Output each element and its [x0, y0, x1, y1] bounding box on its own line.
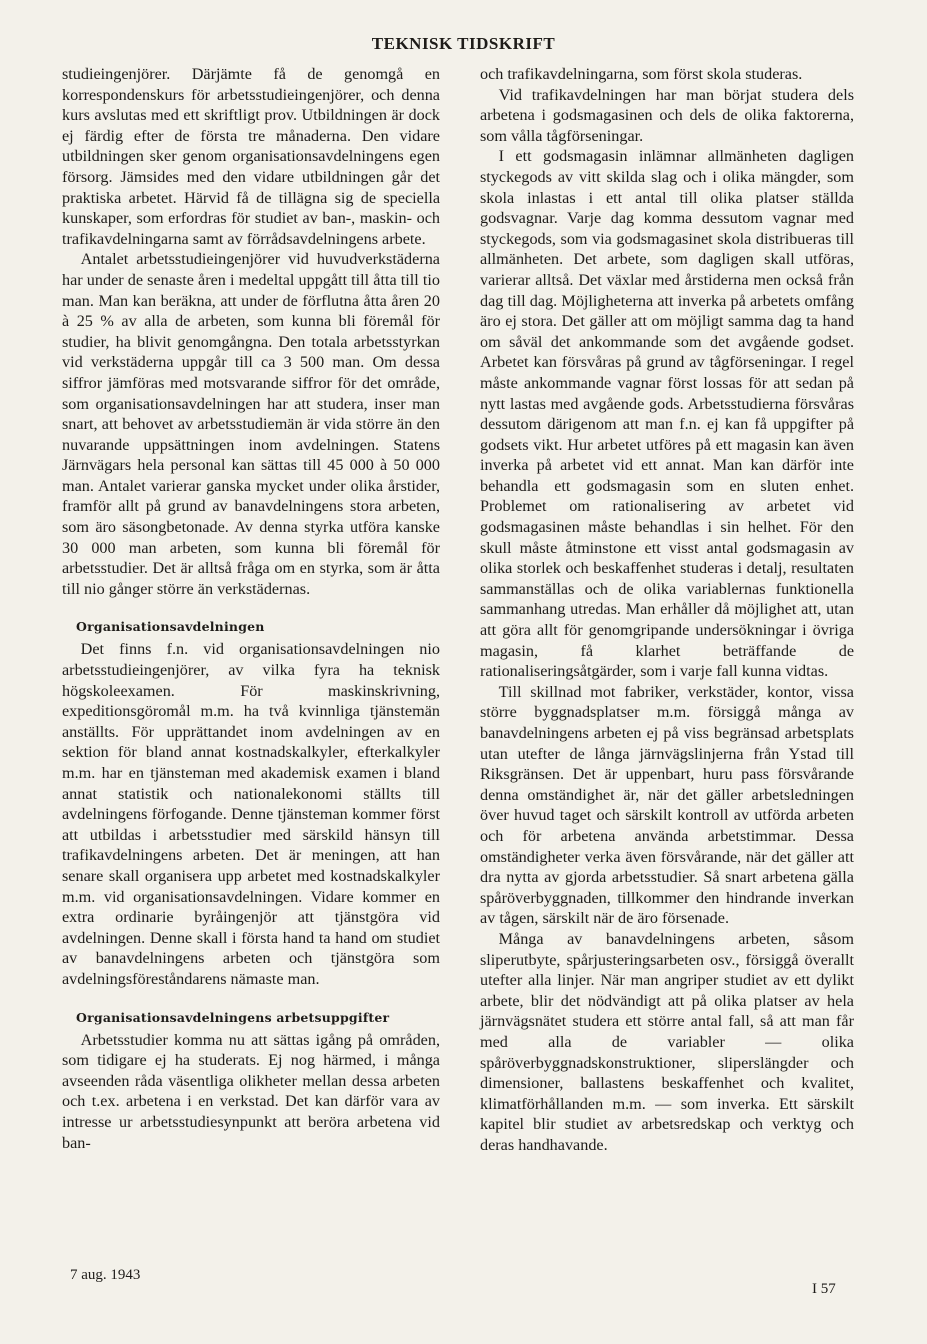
paragraph: studieingenjörer. Därjämte få de genomgå en korrespondenskurs för arbetsstudieingenjörer, och denna kurs avslutas med ett skriftligt prov. Utbildningen är dock ej färdig efter de första tre månaderna. Den vidare utbildningen sker genom organisationsavdelningens egen försorg. Jämsides med den vidare utbildningen går det praktiska arbetet. Härvid få de tillägna sig de speciella kunskaper, som erfordras för studiet av ban-, maskin- och trafikavdelningarna samt av förrådsavdelningens arbete. — [62, 65, 440, 248]
section-heading: Organisationsavdelningen — [76, 619, 265, 635]
paragraph: Det finns f.n. vid organisationsavdelningen nio arbetsstudieingenjörer, av vilka fyra ha teknisk högskoleexamen. För maskinskrivning, expeditionsgöromål m.m. ha två kvinnliga tjänstemän anställts. För upprättandet inom avdelningen av en sektion för bland annat kostnadskalkyler, efterkalkyler m.m. har en tjänsteman med akademisk examen i bland annat statistik och nationalekonomi ställts till avdelningens förfogande. Denne tjänsteman kommer först att utbildas i arbetsstudier med särskild hänsyn till trafikavdelningens arbeten. Det är meningen, att han senare skall organisera upp arbetet med kostnadskalkyler m.m. vid organisationsavdelningen. Vidare kommer en extra ordinarie byråingenjör att tjänstgöra vid avdelningen. Denne skall i första hand ta hand om studiet av banavdelningens arbeten och tjänstgöra som avdelningsföreståndarens nämaste man. — [62, 640, 440, 988]
paragraph: I ett godsmagasin inlämnar allmänheten dagligen styckegods av vitt skilda slag och i olika mängder, som skola inlastas i ett antal till olika platser ställda godsvagnar. Varje dag komma dessutom vagnar med styckegods, som via godsmagasinet skola distribueras till allmänheten. Det arbete, som dagligen skall utföras, varierar alltså. Det växlar med årstiderna men också från dag till dag. Möjligheterna att inverka på arbetets omfång äro ej stora. Det gäller att om möjligt samma dag ta hand om såväl det ankommande som det avgående godset. Arbetet kan försvåras på grund av tågförseningar. I regel måste ankommande vagnar först lossas för att sedan på nytt lastas med avgående gods. Arbetsstudierna försvåras dessutom därigenom att man f.n. ej kan få uppgifter på godsets vikt. Hur arbetet utföres på ett magasin kan även inverka på arbetet vid ett annat. Man kan därför inte behandla ett godsmagasin som en sluten enhet. Problemet om rationalisering av arbetet vid godsmagasinen måste behandlas i sin helhet. För den skull måste åtminstone ett visst antal godsmagasin av olika storlek och beskaffenhet studeras i detalj, resultaten sammanställas och de olika variablernas funktionella sammanhang utredas. Man erhåller då möjlighet att, utan att göra allt för genomgripande undersökningar i övriga magasin, få klarhet beträffande de rationaliseringsåtgärder, som i varje fall kunna vidtas. — [480, 147, 854, 681]
paragraph: Arbetsstudier komma nu att sättas igång på områden, som tidigare ej ha studerats. Ej nog härmed, i många avseenden råda väsentliga olikheter mellan dessa arbeten och t.ex. arbetena i en verkstad. Det kan därför vara av intresse ur arbetsstudiesynpunkt att beröra arbetena vid ban- — [62, 1030, 440, 1152]
paragraph: Till skillnad mot fabriker, verkstäder, kontor, vissa större byggnadsplatser m.m. försiggå många av banavdelningens arbeten ej på viss begränsad arbetsplats utan utefter de långa järnvägslinjerna från Ystad till Riksgränsen. Det är uppenbart, huru pass försvårande denna omständighet är, när det gäller arbetsledningen över huvud taget och särskilt kontroll av utförda arbeten och för arbetena använda arbetstimmar. Dessa omständigheter verka även försvårande, när det gäller att dra nytta av gjorda arbetsstudier. Så snart arbetena gälla spåröverbyggnaden, tillkommer den hindrande inverkan av tågen, särskilt när de äro försenade. — [480, 682, 854, 928]
section-heading: Organisationsavdelningens arbetsuppgifter — [76, 1009, 390, 1025]
page-number: I 57 — [812, 1281, 836, 1297]
journal-masthead: TEKNISK TIDSKRIFT — [371, 34, 556, 53]
paragraph: Många av banavdelningens arbeten, såsom sliperutbyte, spårjusteringsarbeten osv., försiggå överallt utefter alla linjer. När man angriper studiet av ett dylikt arbete, blir det nödvändigt att på olika platser av hela järnvägsnätet studera ett större antal fall, så att man får med alla de variabler — olika spåröverbyggnadskonstruktioner, sliperslängder och dimensioner, ballastens beskaffenhet och kvalitet, klimatförhållanden m.m. — som inverka. Ett särskilt kapitel blir studiet av arbetsredskap och verktyg och deras handhavande. — [480, 929, 854, 1154]
issue-date: 7 aug. 1943 — [70, 1267, 141, 1283]
right-column — [480, 64, 854, 1155]
left-column — [62, 64, 440, 1153]
paragraph: Vid trafikavdelningen har man börjat studera dels arbetena i godsmagasinen och dels de olika faktorerna, som vålla tågförseningar. — [480, 85, 854, 145]
paragraph: Antalet arbetsstudieingenjörer vid huvudverkstäderna har under de senaste åren i medeltal uppgått till åtta till tio man. Man kan beräkna, att under de förflutna åtta åren 20 à 25 % av alla de arbeten, som kunna bli föremål för studier, ha blivit genomgångna. Den totala arbetsstyrkan vid verkstäderna uppgår till ca 3 500 man. Om dessa siffror jämföras med motsvarande siffror för det område, som organisationsavdelningen har att studera, inser man snart, att behovet av arbetsstudiemän är vida större än den nuvarande uppsättningen inom avdelningen. Statens Järnvägars hela personal kan sättas till 45 000 à 50 000 man. Antalet varierar ganska mycket under olika årstider, framför allt på grund av banavdelningens stora arbeten, som äro säsongbetonade. Av denna styrka utföra kanske 30 000 man arbeten, som kunna bli föremål för arbetsstudier. Det är alltså fråga om en styrka, som är åtta till nio gånger större än verkstädernas. — [62, 250, 440, 598]
paragraph: och trafikavdelningarna, som först skola studeras. — [480, 65, 803, 83]
